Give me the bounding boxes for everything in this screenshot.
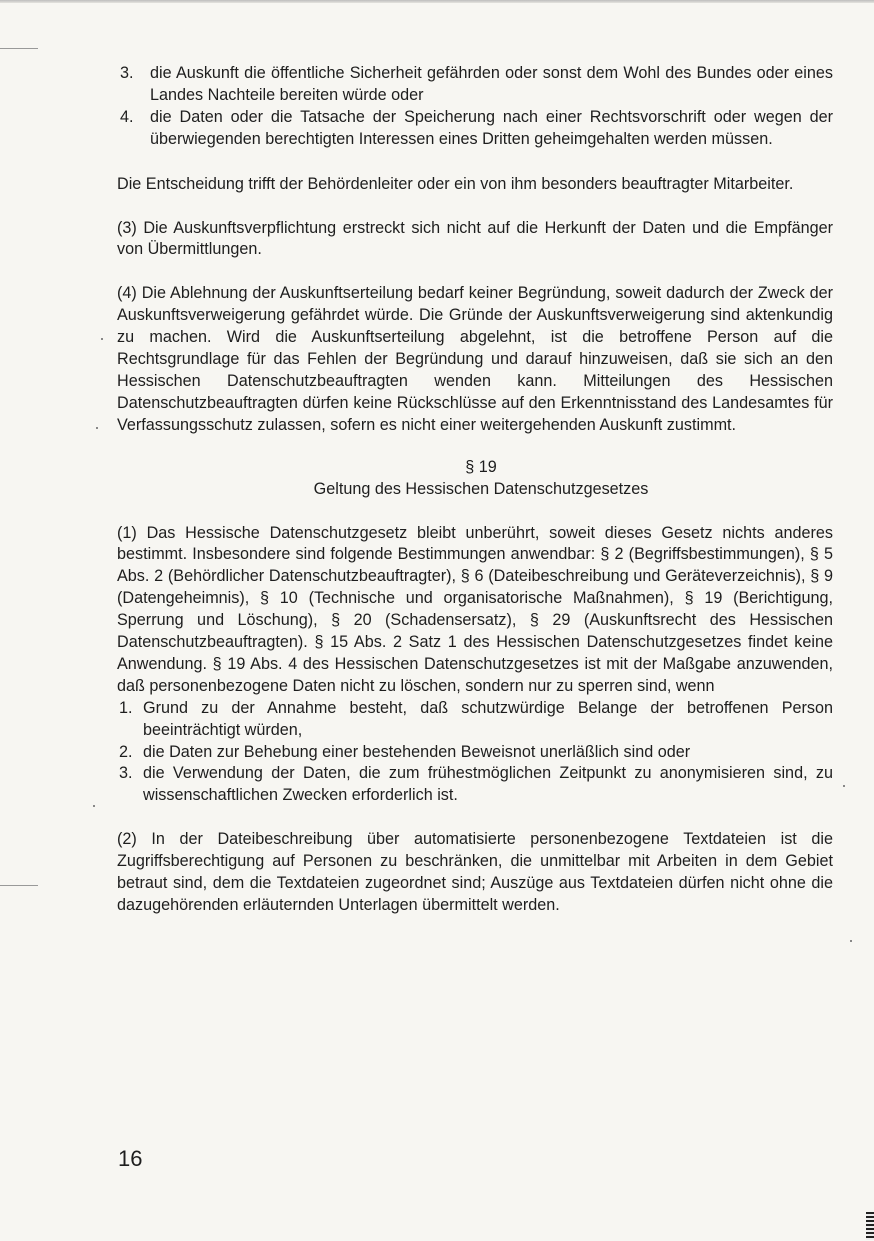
list-item [117,742,833,764]
list-item [117,107,833,151]
paragraph-decision: Die Entscheidung trifft der Behördenleiter oder ein von ihm besonders beauftragter Mitarbeiter. [117,174,794,193]
paragraph-3: (3) Die Auskunftsverpflichtung erstreckt sich nicht auf die Herkunft der Daten und die Empfänger von Übermittlungen. [117,218,833,259]
scan-speck [96,427,98,429]
list-text: Grund zu der Annahme besteht, daß schutzwürdige Belange der betroffenen Person beeinträchtigt würden, [143,698,833,739]
list-item [117,698,833,742]
list-item [117,763,833,807]
scan-speck [101,338,103,340]
list-text: die Daten oder die Tatsache der Speicherung nach einer Rechtsvorschrift oder wegen der überwiegenden berechtigten Interessen eines Dritten geheimgehalten werden müssen. [150,107,833,148]
scan-margin-mark [0,885,38,886]
page-number: 16 [118,1146,143,1171]
section-number: § 19 [465,457,497,476]
list-number: 3. [120,64,134,82]
list-number: 1. [119,698,133,717]
scan-speck [850,940,852,942]
scan-top-edge [0,0,874,3]
section-paragraph-2: (2) In der Dateibeschreibung über automatisierte personenbezogene Textdateien ist die Zugriffsberechtigung auf Personen zu beschränken, die unmittelbar mit Arbeiten in dem Gebiet betraut sind, dem die Textdateien zugeordnet sind; Auszüge aus Textdateien dürfen nicht ohne die dazugehörenden erläuternden Unterlagen übermittelt werden. [117,830,833,914]
paragraph-4: (4) Die Ablehnung der Auskunftserteilung bedarf keiner Begründung, soweit dadurch der Zweck der Auskunftsverweigerung gefährdet würde. Die Gründe der Auskunftsverweigerung sind aktenkundig zu machen. Wird die Auskunftserteilung abgelehnt, ist die betroffene Person auf die Rechtsgrundlage für das Fehlen der Begründung und darauf hinzuweisen, daß sie sich an den Hessischen Datenschutzbeauftragten wenden kann. Mitteilungen des Hessischen Datenschutzbeauftragten dürfen keine Rückschlüsse auf den Erkenntnisstand des Landesamtes für Verfassungsschutz zulassen, sofern es nicht einer weitergehenden Auskunft zustimmt. [117,284,833,434]
list-item [117,63,833,107]
list-number: 4. [120,107,134,126]
section-paragraph-1: (1) Das Hessische Datenschutzgesetz bleibt unberührt, soweit dieses Gesetz nichts anderes bestimmt. Insbesondere sind folgende Bestimmungen anwendbar: § 2 (Begriffsbestimmungen), § 5 Abs. 2 (Behördlicher Datenschutzbeauftragter), § 6 (Dateibeschreibung und Geräteverzeichnis), § 9 (Datengeheimnis), § 10 (Technische und organisatorische Maßnahmen), § 19 (Berichtigung, Sperrung und Löschung), § 20 (Schadensersatz), § 29 (Auskunftsrecht des Hessischen Datenschutzbeauftragten). § 15 Abs. 2 Satz 1 des Hessischen Datenschutzgesetzes findet keine Anwendung. § 19 Abs. 4 des Hessischen Datenschutzgesetzes ist mit der Maßgabe anzuwenden, daß personenbezogene Daten nicht zu löschen, sondern nur zu sperren sind, wenn [117,523,833,695]
list-text: die Verwendung der Daten, die zum frühestmöglichen Zeitpunkt zu anonymisieren sind, zu wissenschaftlichen Zwecken erforderlich ist. [143,764,833,805]
list-number: 2. [119,742,133,761]
section-title: Geltung des Hessischen Datenschutzgesetzes [313,479,649,498]
scan-margin-mark [0,48,38,49]
list-text: die Auskunft die öffentliche Sicherheit gefährden oder sonst dem Wohl des Bundes oder eines Landes Nachteile bereiten würde oder [150,64,833,104]
list-number: 3. [119,764,133,783]
scan-speck [843,785,845,787]
list-text: die Daten zur Behebung einer bestehenden Beweisnot unerläßlich sind oder [143,742,691,761]
scan-registration-mark [866,1212,874,1240]
document-body [117,63,833,917]
scan-speck [93,805,95,807]
